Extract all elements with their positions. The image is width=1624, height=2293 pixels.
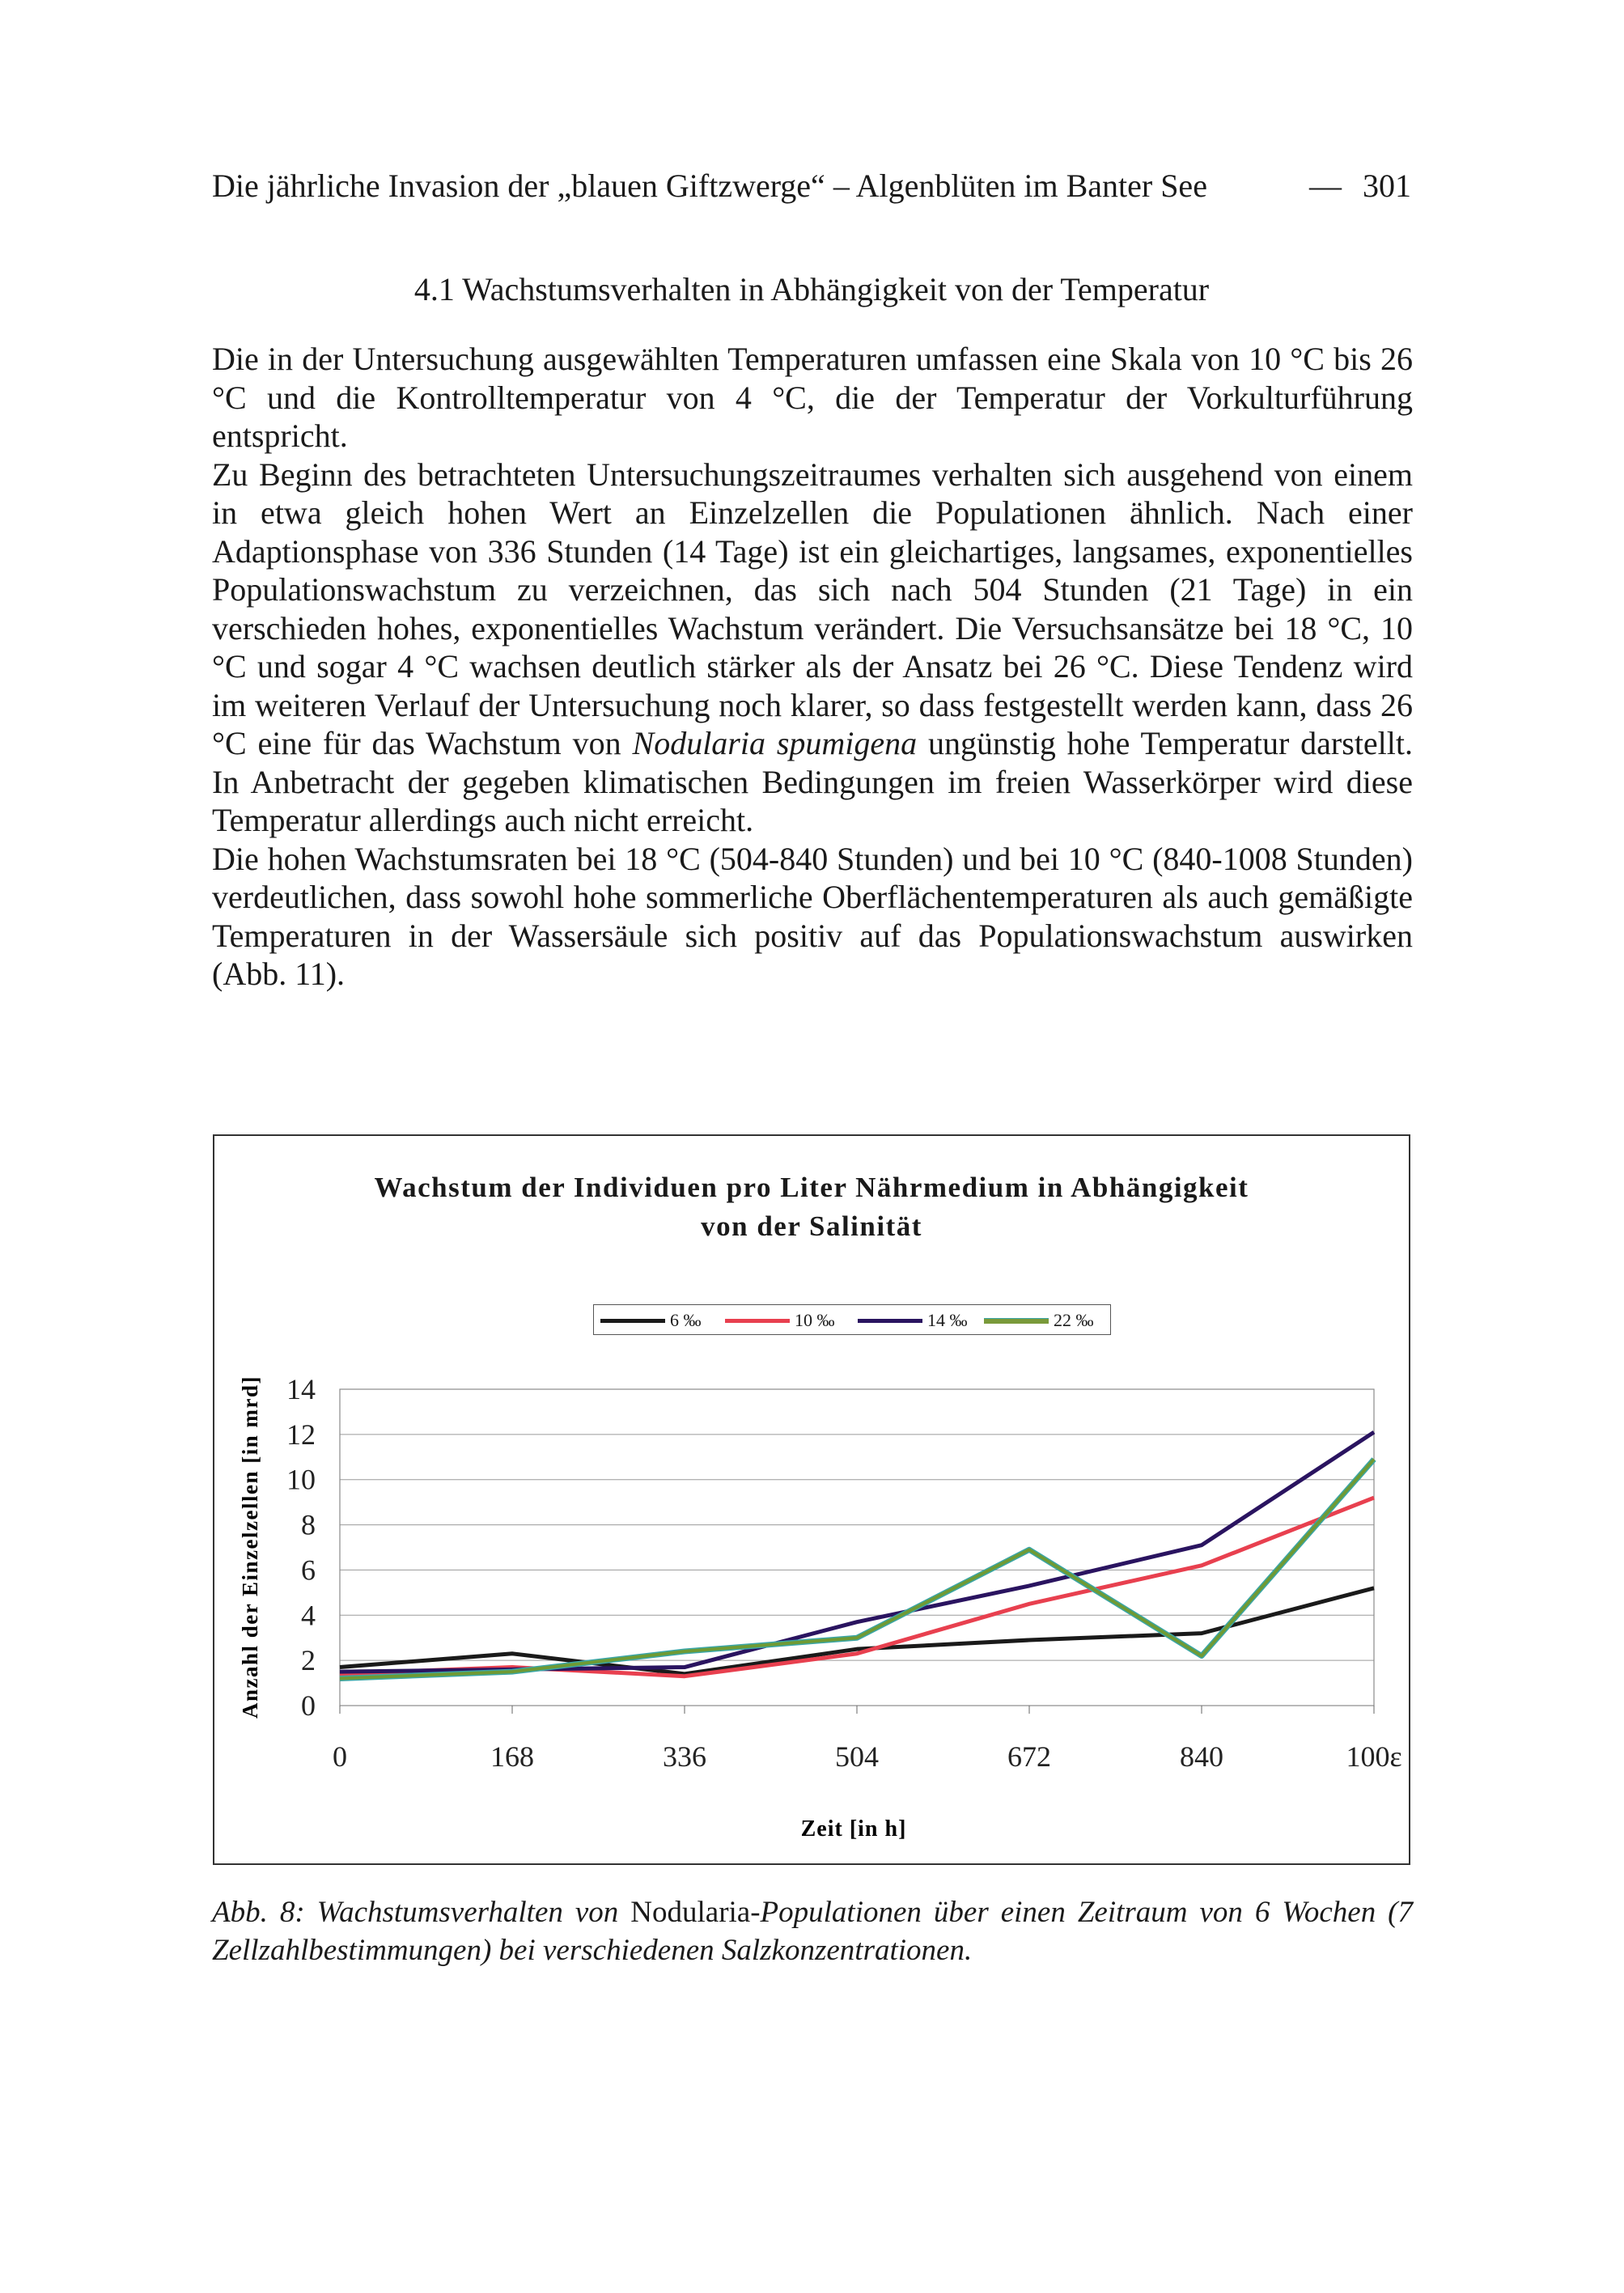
y-tick-label-2: 2: [301, 1644, 316, 1677]
x-tick-label-168: 168: [490, 1740, 534, 1773]
series-layer: [340, 1432, 1374, 1679]
series-line-0: [340, 1588, 1374, 1674]
paragraph-2: [212, 456, 1413, 840]
figure-box: [213, 1134, 1410, 1865]
page-number: 301: [1363, 167, 1411, 204]
y-tick-label-0: 0: [301, 1689, 316, 1722]
x-tick-label-672: 672: [1007, 1740, 1051, 1773]
plot-frame: [340, 1389, 1374, 1706]
line-chart: [214, 1136, 1409, 1863]
series-line-22-outline: [340, 1460, 1374, 1679]
paragraph-2-text-a: Zu Beginn des betrachteten Untersuchungszeitraumes verhalten sich ausgehend von einem in etwa gleich hohen Wert an Einzelzellen die Populationen ähnlich. Nach einer Adaptionsphase von 336 Stunden (14 Tage) ist ein gleichartiges, langsames, exponentielles Populationswachstum zu verzeichnen, das sich nach 504 Stunden (21 Tage) in ein verschieden hohes, exponentielles Wachstum verändert. Die Versuchsansätze bei 18 °C, 10 °C und sogar 4 °C wachsen deutlich stärker als der Ansatz bei 26 °C. Diese Tendenz wird im weiteren Verlauf der Untersuchung noch klarer, so dass festgestellt werden kann, dass 26 °C eine für das Wachstum von: [212, 456, 1413, 761]
paragraph-2-text-b: ungünstig hohe Temperatur darstellt. In Anbetracht der gegeben klimatischen Bedingungen im freien Wasserkörper wird diese Temperatur allerdings auch nicht erreicht.: [212, 725, 1414, 838]
page-number-group: [1309, 160, 1411, 212]
species-name: Nodularia spumigena: [632, 725, 918, 761]
x-tick-label-336: 336: [663, 1740, 706, 1773]
y-tick-label-4: 4: [301, 1599, 316, 1632]
y-tick-label-6: 6: [301, 1553, 316, 1587]
legend-label-6: 6 ‰: [670, 1310, 702, 1330]
header-dash: —: [1309, 167, 1342, 204]
body-text: [212, 340, 1413, 994]
y-tick-label-8: 8: [301, 1508, 316, 1541]
chart-title-line-1: Wachstum der Individuen pro Liter Nährmedium in Abhängigkeit: [374, 1172, 1249, 1203]
legend-label-22: 22 ‰: [1054, 1310, 1094, 1330]
series-line-3: [340, 1460, 1374, 1679]
x-axis-label: Zeit [in h]: [800, 1816, 907, 1842]
paragraph-1: Die in der Untersuchung ausgewählten Temperaturen umfassen eine Skala von 10 °C bis 26 °C und die Kontrolltemperatur von 4 °C, die der Temperatur der Vorkulturführung entspricht.: [212, 341, 1413, 454]
caption-prefix: Abb. 8: Wachstumsverhalten von: [212, 1896, 619, 1929]
y-tick-label-14: 14: [286, 1373, 316, 1405]
paragraph-3: Die hohen Wachstumsraten bei 18 °C (504-840 Stunden) und bei 10 °C (840-1008 Stunden) verdeutlichen, dass sowohl hohe sommerliche Oberflächentemperaturen als auch gemäßigte Temperaturen in der Wassersäule sich positiv auf das Populationswachstum auswirken (Abb. 11).: [212, 840, 1413, 992]
tick-layer: [286, 1373, 1402, 1773]
running-title: Die jährliche Invasion der „blauen Giftzwerge“ – Algenblüten im Banter See: [212, 167, 1207, 204]
y-tick-label-10: 10: [286, 1463, 316, 1496]
figure-caption: [212, 1893, 1413, 1969]
caption-suffix: -Populationen über einen Zeitraum von 6 Wochen (7 Zellzahlbestimmungen) bei verschiedenen Salzkonzentrationen.: [212, 1896, 1414, 1967]
x-tick-label-0: 0: [333, 1740, 347, 1773]
grid-layer: [340, 1435, 1374, 1660]
y-axis-label: Anzahl der Einzelzellen [in mrd]: [238, 1375, 262, 1719]
y-tick-label-12: 12: [286, 1418, 316, 1451]
x-tick-label-840: 840: [1180, 1740, 1223, 1773]
chart-title-line-2: von der Salinität: [701, 1210, 922, 1242]
running-head: [212, 160, 1411, 212]
x-tick-label-504: 504: [835, 1740, 879, 1773]
section-heading: 4.1 Wachstumsverhalten in Abhängigkeit von der Temperatur: [413, 271, 1210, 307]
caption-genus: Nodularia: [630, 1896, 751, 1929]
legend-label-10: 10 ‰: [795, 1310, 835, 1330]
x-tick-label-1008: 100ɛ: [1346, 1740, 1402, 1773]
legend-label-14: 14 ‰: [927, 1310, 968, 1330]
